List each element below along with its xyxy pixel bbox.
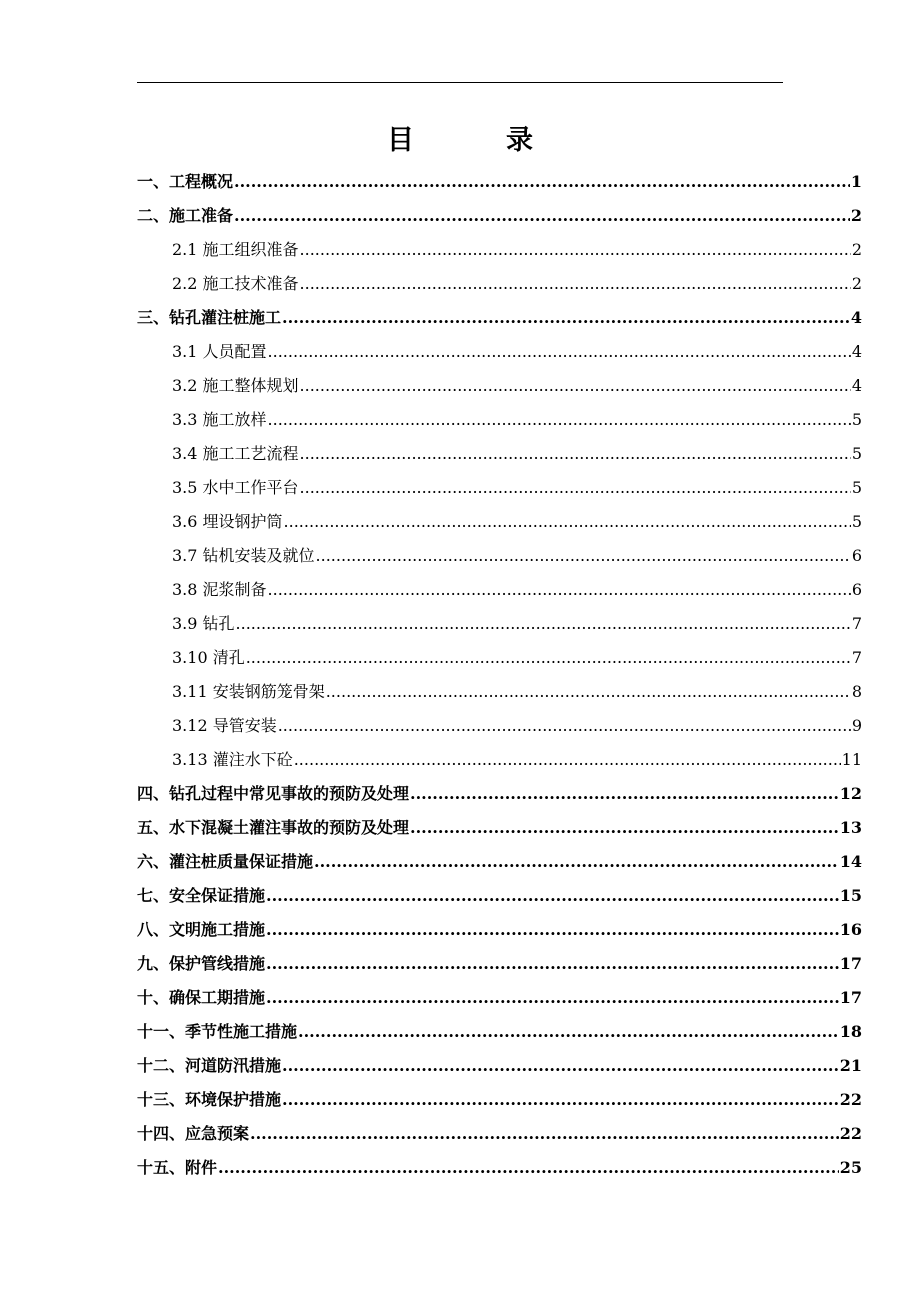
toc-dot-leader — [218, 1151, 839, 1185]
toc-entry[interactable] — [137, 471, 862, 505]
toc-entry[interactable] — [137, 437, 862, 471]
toc-dot-leader — [266, 947, 839, 981]
toc-dot-leader — [278, 709, 851, 743]
toc-entry-label: 3.12 导管安装 — [172, 716, 277, 735]
toc-dot-leader — [268, 573, 851, 607]
toc-entry[interactable] — [137, 233, 862, 267]
toc-dot-leader — [300, 471, 851, 505]
toc-entry[interactable] — [137, 981, 862, 1015]
toc-entry[interactable] — [137, 403, 862, 437]
toc-entry-label: 3.13 灌注水下砼 — [172, 750, 293, 769]
toc-title — [0, 118, 920, 157]
toc-entry-label: 3.8 泥浆制备 — [172, 580, 267, 599]
toc-entry[interactable] — [137, 879, 862, 913]
toc-dot-leader — [282, 301, 850, 335]
toc-entry[interactable] — [137, 1015, 862, 1049]
toc-entry[interactable] — [137, 199, 862, 233]
toc-entry-page-number: 17 — [839, 988, 862, 1007]
toc-dot-leader — [316, 539, 851, 573]
toc-dot-leader — [236, 607, 851, 641]
toc-entry-label: 十、确保工期措施 — [137, 988, 266, 1007]
toc-dot-leader — [266, 879, 839, 913]
toc-entry-page-number: 6 — [851, 580, 862, 599]
toc-dot-leader — [314, 845, 839, 879]
toc-dot-leader — [266, 981, 839, 1015]
toc-entry[interactable] — [137, 1117, 862, 1151]
toc-dot-leader — [234, 199, 850, 233]
toc-entry-label: 八、文明施工措施 — [137, 920, 266, 939]
toc-entry-page-number: 14 — [839, 852, 862, 871]
toc-entry-label: 九、保护管线措施 — [137, 954, 266, 973]
toc-dot-leader — [300, 233, 851, 267]
toc-entry-label: 十三、环境保护措施 — [137, 1090, 282, 1109]
toc-entry[interactable] — [137, 301, 862, 335]
toc-title-char-2: 录 — [506, 125, 533, 156]
toc-dot-leader — [294, 743, 841, 777]
toc-entry-label: 三、钻孔灌注桩施工 — [137, 308, 282, 327]
toc-entry-label: 3.7 钻机安装及就位 — [172, 546, 315, 565]
toc-entry-page-number: 11 — [841, 750, 862, 769]
toc-entry-label: 一、工程概况 — [137, 172, 234, 191]
toc-entry-page-number: 21 — [839, 1056, 862, 1075]
toc-entry[interactable] — [137, 641, 862, 675]
toc-entry-label: 3.5 水中工作平台 — [172, 478, 299, 497]
toc-entry-label: 3.11 安装钢筋笼骨架 — [172, 682, 325, 701]
toc-entry-label: 六、灌注桩质量保证措施 — [137, 852, 314, 871]
toc-dot-leader — [234, 165, 850, 199]
toc-entry-page-number: 5 — [851, 478, 862, 497]
toc-dot-leader — [300, 267, 851, 301]
toc-entry-label: 五、水下混凝土灌注事故的预防及处理 — [137, 818, 410, 837]
toc-entry-label: 七、安全保证措施 — [137, 886, 266, 905]
toc-entry-label: 3.6 埋设钢护筒 — [172, 512, 283, 531]
toc-entry-page-number: 6 — [851, 546, 862, 565]
toc-dot-leader — [282, 1049, 839, 1083]
toc-entry-page-number: 4 — [851, 376, 862, 395]
toc-entry-page-number: 8 — [851, 682, 862, 701]
toc-entry-page-number: 2 — [851, 274, 862, 293]
toc-entry-label: 3.2 施工整体规划 — [172, 376, 299, 395]
toc-dot-leader — [298, 1015, 839, 1049]
toc-entry[interactable] — [137, 845, 862, 879]
header-rule — [137, 82, 783, 83]
toc-entry-label: 3.4 施工工艺流程 — [172, 444, 299, 463]
toc-title-char-1: 目 — [387, 125, 414, 156]
toc-dot-leader — [282, 1083, 839, 1117]
toc-dot-leader — [300, 437, 851, 471]
toc-entry[interactable] — [137, 539, 862, 573]
toc-entry-label: 3.10 清孔 — [172, 648, 245, 667]
toc-dot-leader — [300, 369, 851, 403]
toc-entry[interactable] — [137, 1151, 862, 1185]
toc-entry[interactable] — [137, 335, 862, 369]
toc-entry-page-number: 25 — [839, 1158, 862, 1177]
toc-entry-label: 2.1 施工组织准备 — [172, 240, 299, 259]
toc-entry[interactable] — [137, 947, 862, 981]
toc-entry-page-number: 1 — [850, 172, 862, 191]
toc-dot-leader — [410, 777, 839, 811]
toc-dot-leader — [284, 505, 851, 539]
toc-entry-page-number: 15 — [839, 886, 862, 905]
toc-entry-page-number: 7 — [851, 648, 862, 667]
toc-entry[interactable] — [137, 777, 862, 811]
toc-entry-label: 四、钻孔过程中常见事故的预防及处理 — [137, 784, 410, 803]
table-of-contents — [137, 165, 862, 1185]
toc-entry-page-number: 5 — [851, 512, 862, 531]
toc-entry[interactable] — [137, 267, 862, 301]
toc-entry[interactable] — [137, 709, 862, 743]
toc-entry-label: 3.1 人员配置 — [172, 342, 267, 361]
toc-dot-leader — [268, 335, 851, 369]
toc-entry[interactable] — [137, 505, 862, 539]
toc-dot-leader — [410, 811, 839, 845]
toc-entry-page-number: 4 — [851, 342, 862, 361]
toc-dot-leader — [268, 403, 851, 437]
toc-entry-page-number: 9 — [851, 716, 862, 735]
toc-entry-label: 二、施工准备 — [137, 206, 234, 225]
toc-dot-leader — [266, 913, 839, 947]
toc-entry-label: 十五、附件 — [137, 1158, 218, 1177]
toc-entry-page-number: 2 — [850, 206, 862, 225]
toc-entry-page-number: 18 — [839, 1022, 862, 1041]
toc-entry-page-number: 22 — [839, 1124, 862, 1143]
toc-entry-label: 十二、河道防汛措施 — [137, 1056, 282, 1075]
toc-entry-page-number: 7 — [851, 614, 862, 633]
toc-entry-page-number: 2 — [851, 240, 862, 259]
toc-entry[interactable] — [137, 1049, 862, 1083]
toc-entry-page-number: 5 — [851, 444, 862, 463]
toc-entry-label: 十四、应急预案 — [137, 1124, 250, 1143]
toc-entry-page-number: 12 — [839, 784, 862, 803]
toc-entry-label: 2.2 施工技术准备 — [172, 274, 299, 293]
toc-entry-page-number: 16 — [839, 920, 862, 939]
toc-entry-page-number: 5 — [851, 410, 862, 429]
toc-entry-page-number: 22 — [839, 1090, 862, 1109]
toc-entry[interactable] — [137, 573, 862, 607]
toc-entry-page-number: 13 — [839, 818, 862, 837]
toc-entry[interactable] — [137, 165, 862, 199]
toc-entry-page-number: 4 — [850, 308, 862, 327]
toc-dot-leader — [250, 1117, 839, 1151]
toc-entry[interactable] — [137, 1083, 862, 1117]
toc-entry-label: 十一、季节性施工措施 — [137, 1022, 298, 1041]
toc-dot-leader — [246, 641, 851, 675]
toc-dot-leader — [326, 675, 851, 709]
toc-entry[interactable] — [137, 607, 862, 641]
toc-entry[interactable] — [137, 369, 862, 403]
toc-entry-label: 3.9 钻孔 — [172, 614, 235, 633]
toc-entry[interactable] — [137, 811, 862, 845]
toc-entry[interactable] — [137, 675, 862, 709]
toc-entry[interactable] — [137, 913, 862, 947]
toc-entry-page-number: 17 — [839, 954, 862, 973]
toc-entry-label: 3.3 施工放样 — [172, 410, 267, 429]
toc-entry[interactable] — [137, 743, 862, 777]
